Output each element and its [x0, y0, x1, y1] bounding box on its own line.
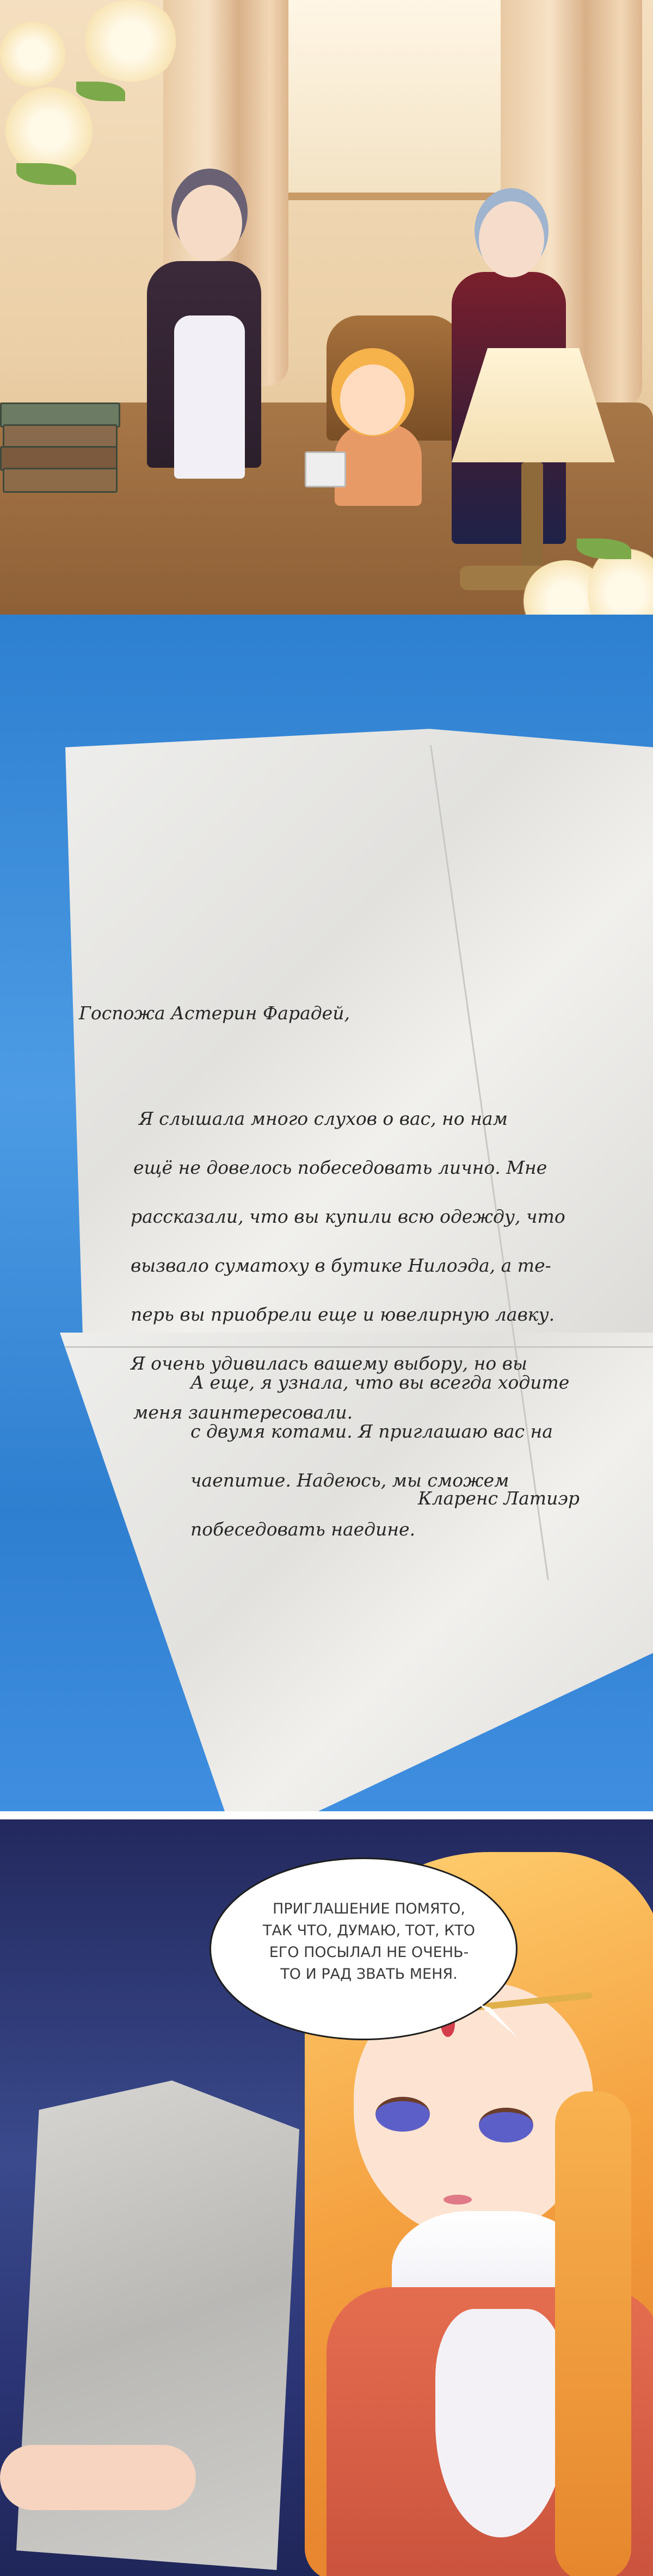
mouth	[443, 2195, 472, 2205]
lamp-stand	[521, 462, 543, 566]
letter-line: чаепитие. Надеюсь, мы сможем	[190, 1470, 509, 1491]
letter-greeting: Госпожа Астерин Фарадей,	[79, 1002, 350, 1024]
letter-line: Я слышала много слухов о вас, но нам	[139, 1108, 508, 1129]
letter-line: ещё не довелось побеседовать лично. Мне	[133, 1157, 547, 1178]
letter-line: меня заинтересовали.	[133, 1402, 353, 1423]
speech-bubble-text	[255, 1898, 483, 1985]
maid-apron	[174, 315, 245, 479]
letter-body-2	[190, 1349, 637, 1563]
leaf-2	[76, 82, 125, 101]
bubble-line: ТО И РАД ЗВАТЬ МЕНЯ.	[280, 1966, 458, 1983]
bubble-line: ТАК ЧТО, ДУМАЮ, ТОТ, КТО	[262, 1922, 476, 1939]
letter-line: вызвало суматоху в бутике Нилоэда, а те-	[131, 1255, 551, 1276]
lily-flower-2	[82, 0, 180, 82]
hair-strand	[555, 2091, 631, 2576]
maid-head	[177, 185, 242, 261]
lily-flower-1	[5, 87, 93, 174]
left-eye	[375, 2097, 430, 2132]
girl-figure	[335, 424, 422, 506]
letter-line: Я очень удивилась вашему выбору, но вы	[131, 1353, 527, 1374]
letter-line: А еще, я узнала, что вы всегда ходите	[190, 1372, 570, 1393]
letter-in-hand	[305, 451, 346, 487]
letter-line: перь вы приобрели еще и ювелирную лавку.	[131, 1304, 555, 1325]
window	[245, 0, 543, 200]
bubble-line: ПРИГЛАШЕНИЕ ПОМЯТО,	[272, 1900, 466, 1917]
book-stack-4	[3, 468, 118, 493]
letter-line: побеседовать наедине.	[190, 1519, 416, 1540]
bubble-line: ЕГО ПОСЫЛАЛ НЕ ОЧЕНЬ-	[269, 1944, 469, 1961]
hand	[0, 2445, 196, 2510]
letter-line: рассказали, что вы купили всю одежду, что	[131, 1206, 565, 1227]
letter-line: с двумя котами. Я приглашаю вас на	[190, 1421, 553, 1442]
man-head	[479, 201, 544, 277]
girl-cravat	[435, 2309, 566, 2537]
panel-room-scene	[0, 0, 653, 642]
letter-signature: Кларенс Латиэр	[418, 1488, 580, 1509]
girl-head	[340, 364, 405, 435]
right-eye	[479, 2108, 533, 2142]
lily-flower-3	[0, 22, 65, 87]
